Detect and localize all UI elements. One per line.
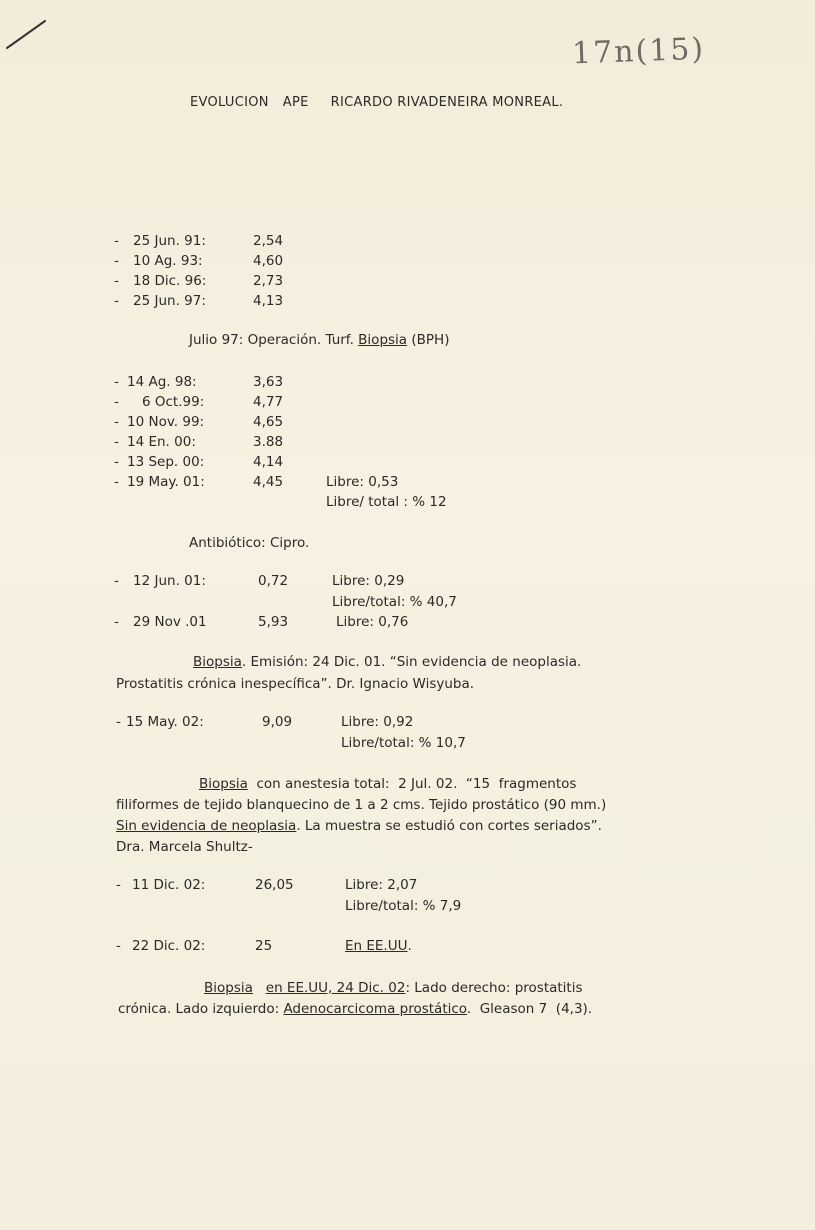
row-date: 13 Sep. 00: <box>127 454 205 470</box>
row-date: 14 Ag. 98: <box>127 374 197 390</box>
biopsy-paragraph-2-line3: Sin evidencia de neoplasia. La muestra se estudió con cortes seriados”. <box>116 818 602 834</box>
row-value: 4,60 <box>253 253 284 269</box>
biopsy-paragraph-2-line2: filiformes de tejido blanquecino de 1 a 2 cms. Tejido prostático (90 mm.) <box>116 797 607 813</box>
row-date: 29 Nov .01 <box>133 614 207 630</box>
row-free-psa: Libre: 0,92 <box>341 714 414 730</box>
row-date: 25 Jun. 91: <box>133 233 206 249</box>
row-date: 11 Dic. 02: <box>132 877 206 893</box>
biopsy-paragraph-2-line1: Biopsia con anestesia total: 2 Jul. 02. “15 fragmentos <box>199 776 577 792</box>
no-neoplasia-underlined: Sin evidencia de neoplasia <box>116 818 297 834</box>
row-value: 3.88 <box>253 434 284 450</box>
title-evolucion: EVOLUCION <box>190 95 269 110</box>
antibiotic-line: Antibiótico: Cipro. <box>189 535 310 551</box>
biopsy-link: Biopsia <box>204 980 253 996</box>
biopsy-link: Biopsia <box>358 332 408 348</box>
row-value: 3,63 <box>253 374 284 390</box>
row-value: 4,77 <box>253 394 284 410</box>
biopsy-paragraph-3-line2: crónica. Lado izquierdo: Adenocarcicoma prostático. Gleason 7 (4,3). <box>118 1001 593 1017</box>
biopsy-paragraph-1-line1: Biopsia. Emisión: 24 Dic. 01. “Sin evidencia de neoplasia. <box>193 654 582 670</box>
row-date: 14 En. 00: <box>127 434 196 450</box>
row-date: 15 May. 02: <box>126 714 204 730</box>
operation-line: Julio 97: Operación. Turf. Biopsia (BPH) <box>189 332 450 348</box>
row-date: 19 May. 01: <box>127 474 205 490</box>
row-free-psa: Libre: 0,29 <box>332 573 405 589</box>
biopsy-paragraph-3-line1: Biopsia en EE.UU, 24 Dic. 02: Lado derecho: prostatitis <box>204 980 583 996</box>
row-value: 2,54 <box>253 233 284 249</box>
row-free-psa: Libre: 0,76 <box>336 614 409 630</box>
document-page: 17n(15) EVOLUCION APE RICARDO RIVADENEIRA MONREAL. - 25 Jun. 91: 2,54 - 10 Ag. 93: 4,60 - 18 Dic. 96: 2,73 - 25 Jun. 97: 4,13 Julio 97: Operación. Turf. Biopsia (BPH) - 14 Ag. 98: 3,63 - 6 Oct.99: 4,77 - 10 Nov. 99: 4,65 - 14 En. 00: 3.88 - 13 Sep. 00: 4,14 - 19 May. 01: 4,45 Libre: 0,53 Libre/ total : % 12 Antibiótico: Cipro. - 12 Jun. 01: 0,72 Libre: 0,29 Libre/total: % 40,7 - 29 Nov .01 5,93 Libre: 0,76 Biopsia. Emisión: 24 Dic. 01. “Sin evidencia de neoplasia. Prostatitis crónica inespecífica”. Dr. Ignacio Wisyuba. - 15 May. 02: 9,09 Libre: 0,92 Libre/total: % 10,7 Biopsia con anestesia total: 2 Jul. 02. “15 fragmentos filiformes de tejido blanquecino de 1 a 2 cms. Tejido prostático (90 mm.) Sin evidencia de neoplasia. La muestra se estudió con cortes seriados”. Dra. Marcela Shultz- - 11 Dic. 02: 26,05 Libre: 2,07 Libre/total: % 7,9 - 22 Dic. 02: 25 En EE.UU. Biopsia en EE.UU, 24 Dic. 02: Lado derecho: prostatitis crónica. Lado izquierdo: Adenocarcicoma prostático. Gleason 7 (4,3). <box>0 0 815 1230</box>
row-value: 26,05 <box>255 877 294 893</box>
document-title <box>190 95 563 110</box>
row-date: 25 Jun. 97: <box>133 293 206 309</box>
row-value: 9,09 <box>262 714 293 730</box>
row-date: 22 Dic. 02: <box>132 938 206 954</box>
row-value: 5,93 <box>258 614 289 630</box>
row-free-psa: Libre: 0,53 <box>326 474 399 490</box>
biopsy-paragraph-2-line4: Dra. Marcela Shultz- <box>116 839 253 855</box>
row-value: 4,45 <box>253 474 284 490</box>
handwritten-page-note: 17n(15) <box>571 31 706 72</box>
row-value: 4,14 <box>253 454 284 470</box>
row-date: 10 Ag. 93: <box>133 253 203 269</box>
biopsy-link: Biopsia <box>199 776 248 792</box>
biopsy-link: Biopsia <box>193 654 242 670</box>
row-free-total-ratio: Libre/total: % 10,7 <box>341 735 466 751</box>
row-free-total-ratio: Libre/total: % 7,9 <box>345 898 462 914</box>
row-date: 18 Dic. 96: <box>133 273 207 289</box>
biopsy-us-date: en EE.UU, 24 Dic. 02 <box>265 980 406 996</box>
title-ape: APE <box>282 95 309 110</box>
title-patient-name: RICARDO RIVADENEIRA MONREAL. <box>330 95 564 110</box>
pen-slash-mark <box>5 18 47 50</box>
row-date: 12 Jun. 01: <box>133 573 206 589</box>
row-location-note: En EE.UU. <box>345 938 412 954</box>
row-value: 25 <box>255 938 273 954</box>
row-value: 0,72 <box>258 573 289 589</box>
row-free-total-ratio: Libre/total: % 40,7 <box>332 594 457 610</box>
biopsy-paragraph-1-line2: Prostatitis crónica inespecífica”. Dr. Ignacio Wisyuba. <box>116 676 475 692</box>
row-date: 6 Oct.99: <box>142 394 205 410</box>
row-value: 4,65 <box>253 414 284 430</box>
row-free-total-ratio: Libre/ total : % 12 <box>326 494 447 510</box>
row-date: 10 Nov. 99: <box>127 414 205 430</box>
row-value: 4,13 <box>253 293 284 309</box>
row-value: 2,73 <box>253 273 284 289</box>
row-free-psa: Libre: 2,07 <box>345 877 418 893</box>
adenocarcinoma-underlined: Adenocarcicoma prostático <box>283 1001 467 1017</box>
